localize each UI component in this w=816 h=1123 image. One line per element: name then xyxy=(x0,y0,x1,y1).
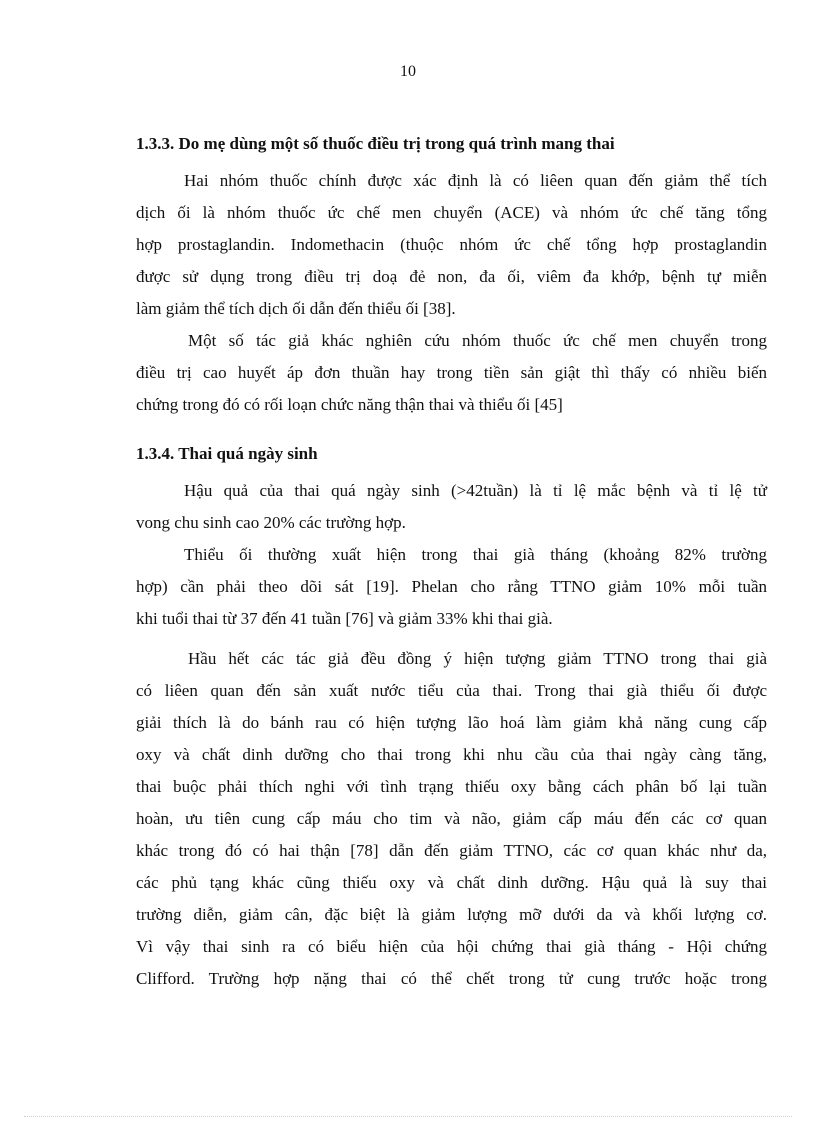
paragraph-line: dịch ối là nhóm thuốc ức chế men chuyển (ACE) và nhóm ức chế tăng tổng xyxy=(136,203,767,222)
section-heading: 1.3.4. Thai quá ngày sinh xyxy=(136,444,318,463)
paragraph-line: thai buộc phải thích nghi với tình trạng thiếu oxy bằng cách phân bố lại tuần xyxy=(136,777,767,796)
paragraph-line: Hậu quả của thai quá ngày sinh (>42tuần) là tỉ lệ mắc bệnh và tỉ lệ tử xyxy=(184,481,767,500)
paragraph-line: được sử dụng trong điều trị doạ đẻ non, đa ối, viêm đa khớp, bệnh tự miễn xyxy=(136,267,767,286)
paragraph-line: khi tuổi thai từ 37 đến 41 tuần [76] và giảm 33% khi thai già. xyxy=(136,609,553,628)
paragraph-line: khác trong đó có hai thận [78] dẫn đến giảm TTNO, các cơ quan khác như da, xyxy=(136,841,767,860)
paragraph-line: hợp prostaglandin. Indomethacin (thuộc nhóm ức chế tổng hợp prostaglandin xyxy=(136,235,767,254)
paragraph-line: trường diễn, giảm cân, đặc biệt là giảm lượng mỡ dưới da và khối lượng cơ. xyxy=(136,905,767,924)
paragraph-line: giải thích là do bánh rau có hiện tượng lão hoá làm giảm khả năng cung cấp xyxy=(136,713,767,732)
paragraph-line: làm giảm thể tích dịch ối dẫn đến thiểu ối [38]. xyxy=(136,299,456,318)
paragraph-line: hoàn, ưu tiên cung cấp máu cho tim và não, giảm cấp máu đến các cơ quan xyxy=(136,809,767,828)
paragraph-line: Vì vậy thai sinh ra có biểu hiện của hội chứng thai già tháng - Hội chứng xyxy=(136,937,767,956)
paragraph-line: có liêen quan đến sản xuất nước tiểu của thai. Trong thai già thiểu ối được xyxy=(136,681,767,700)
page-bottom-rule xyxy=(24,1116,792,1117)
paragraph-line: các phủ tạng khác cũng thiếu oxy và chất dinh dưỡng. Hậu quả là suy thai xyxy=(136,873,767,892)
paragraph-line: oxy và chất dinh dưỡng cho thai trong khi nhu cầu của thai ngày càng tăng, xyxy=(136,745,767,764)
paragraph-line: Hai nhóm thuốc chính được xác định là có liêen quan đến giảm thể tích xyxy=(184,171,767,190)
paragraph-line: điều trị cao huyết áp đơn thuần hay trong tiền sản giật thì thấy có nhiều biến xyxy=(136,363,767,382)
paragraph-line: Clifford. Trường hợp nặng thai có thể chết trong tử cung trước hoặc trong xyxy=(136,969,767,988)
section-heading: 1.3.3. Do mẹ dùng một số thuốc điều trị trong quá trình mang thai xyxy=(136,134,615,153)
paragraph-line: hợp) cần phải theo dõi sát [19]. Phelan cho rằng TTNO giảm 10% mỗi tuần xyxy=(136,577,767,596)
paragraph-line: chứng trong đó có rối loạn chức năng thận thai và thiểu ối [45] xyxy=(136,395,563,414)
paragraph-line: vong chu sinh cao 20% các trường hợp. xyxy=(136,513,406,532)
paragraph-line: Thiểu ối thường xuất hiện trong thai già tháng (khoảng 82% trường xyxy=(184,545,767,564)
paragraph-line: Một số tác giả khác nghiên cứu nhóm thuốc ức chế men chuyển trong xyxy=(188,331,767,350)
page-number: 10 xyxy=(400,63,416,80)
paragraph-line: Hầu hết các tác giả đều đồng ý hiện tượng giảm TTNO trong thai già xyxy=(188,649,767,668)
